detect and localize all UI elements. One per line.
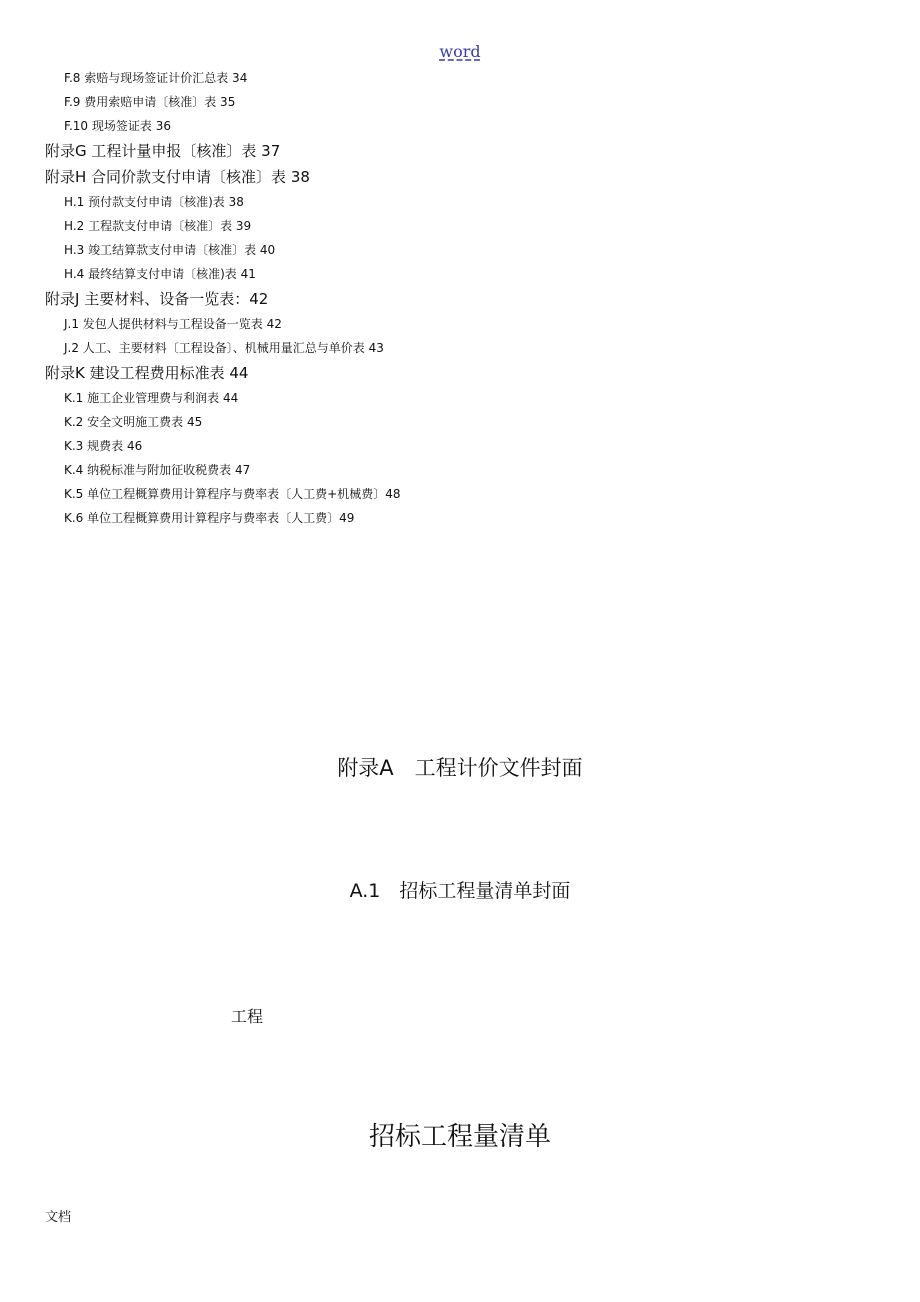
page-header — [0, 42, 920, 61]
toc-entry-appendix: 附录J 主要材料、设备一览表：42 — [45, 290, 269, 308]
toc-entry: H.1 预付款支付申请〔核准)表 38 — [64, 195, 244, 209]
toc-entry: F.9 费用索赔申请〔核准〕表 35 — [64, 95, 236, 109]
toc-entry: J.2 人工、主要材料〔工程设备〕、机械用量汇总与单价表 43 — [64, 341, 384, 355]
toc-entry: K.2 安全文明施工费表 45 — [64, 415, 203, 429]
appendix-heading: 附录A 工程计价文件封面 — [337, 756, 583, 780]
cover-title: 招标工程量清单 — [368, 1122, 551, 1152]
toc-entry: F.10 现场签证表 36 — [64, 119, 171, 133]
project-label: 工程 — [231, 1007, 264, 1026]
toc-entry: H.3 竣工结算款支付申请〔核准〕表 40 — [64, 243, 276, 257]
toc-entry: K.5 单位工程概算费用计算程序与费率表〔人工费+机械费〕48 — [64, 487, 401, 501]
toc-entry: K.3 规费表 46 — [64, 439, 143, 453]
toc-entry: K.1 施工企业管理费与利润表 44 — [64, 391, 239, 405]
header-word-label: word — [439, 42, 481, 61]
toc-entry: H.4 最终结算支付申请〔核准)表 41 — [64, 267, 256, 281]
toc-entry: H.2 工程款支付申请〔核准〕表 39 — [64, 219, 252, 233]
toc-entry-appendix: 附录K 建设工程费用标准表 44 — [45, 364, 249, 382]
table-of-contents — [0, 66, 920, 530]
toc-entry: K.4 纳税标准与附加征收税费表 47 — [64, 463, 251, 477]
section-heading: A.1 招标工程量清单封面 — [349, 880, 571, 902]
toc-entry-appendix: 附录H 合同价款支付申请〔核准〕表 38 — [45, 168, 310, 186]
footer-doc-label: 文档 — [45, 1210, 72, 1225]
toc-entry: K.6 单位工程概算费用计算程序与费率表〔人工费〕49 — [64, 511, 355, 525]
toc-entry: F.8 索赔与现场签证计价汇总表 34 — [64, 71, 248, 85]
toc-entry-appendix: 附录G 工程计量申报〔核准〕表 37 — [45, 142, 281, 160]
toc-entry: J.1 发包人提供材料与工程设备一览表 42 — [64, 317, 282, 331]
